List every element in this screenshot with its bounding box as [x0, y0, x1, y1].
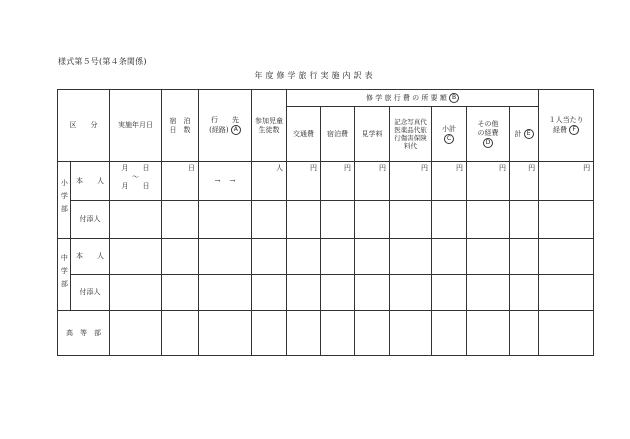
- cell-empty: [287, 311, 321, 356]
- header-date: 実施年月日: [110, 90, 162, 162]
- header-admission: 見学料: [355, 107, 390, 162]
- circle-b-mark: B: [449, 93, 459, 103]
- cell-stay-days: 日: [162, 162, 199, 200]
- header-subtotal: 小計 C: [432, 107, 467, 162]
- document-title: 年度修学旅行実施内訳表: [254, 71, 376, 80]
- header-cost-group: 修 学 旅 行 費 の 所 要 額 B: [287, 90, 539, 107]
- header-destination: 行 先 (経路) A: [199, 90, 252, 162]
- label-attendant: 付添人: [71, 275, 110, 311]
- cell-empty: [539, 200, 594, 238]
- cell-empty: [467, 275, 510, 311]
- cell-empty: [467, 238, 510, 274]
- label-middle: 中学部: [58, 238, 71, 310]
- cell-empty: [199, 311, 252, 356]
- cell-empty: [110, 238, 162, 274]
- header-lodging: 宿泊費: [321, 107, 355, 162]
- cell-empty: [199, 200, 252, 238]
- header-transport: 交通費: [287, 107, 321, 162]
- cell-empty: [467, 200, 510, 238]
- cell-admission: 円: [355, 162, 390, 200]
- cell-empty: [321, 200, 355, 238]
- cell-empty: [252, 275, 287, 311]
- cell-empty: [432, 275, 467, 311]
- cell-empty: [110, 275, 162, 311]
- cell-empty: [539, 275, 594, 311]
- form-number: 様式第５号(第４条関係): [58, 57, 147, 66]
- cell-empty: [390, 275, 432, 311]
- cell-per-person: 円: [539, 162, 594, 200]
- cell-empty: [390, 238, 432, 274]
- cell-empty: [252, 311, 287, 356]
- header-stay-days: 宿 泊 日 数: [162, 90, 199, 162]
- cell-empty: [510, 238, 539, 274]
- cell-empty: [287, 275, 321, 311]
- header-kubun: 区 分: [58, 90, 110, 162]
- label-attendant: 付添人: [71, 200, 110, 238]
- cell-empty: [252, 200, 287, 238]
- cell-empty: [432, 311, 467, 356]
- circle-c-mark: C: [444, 134, 454, 144]
- label-high-school: 高 等 部: [58, 311, 110, 356]
- cell-empty: [162, 200, 199, 238]
- cell-empty: [355, 275, 390, 311]
- label-principal: 本 人: [71, 238, 110, 274]
- cell-participants: 人: [252, 162, 287, 200]
- header-other: その他 の経費 D: [467, 107, 510, 162]
- circle-d-mark: D: [483, 138, 493, 148]
- cell-empty: [321, 311, 355, 356]
- expense-table: [57, 89, 594, 356]
- cell-empty: [321, 238, 355, 274]
- cell-empty: [355, 311, 390, 356]
- cell-other: 円: [467, 162, 510, 200]
- header-participants: 参加児童生徒数: [252, 90, 287, 162]
- cell-empty: [510, 275, 539, 311]
- label-principal: 本 人: [71, 162, 110, 200]
- cell-empty: [432, 200, 467, 238]
- cell-empty: [355, 238, 390, 274]
- cell-route: → →: [199, 162, 252, 200]
- cell-empty: [199, 238, 252, 274]
- cell-empty: [287, 200, 321, 238]
- cell-lodging: 円: [321, 162, 355, 200]
- cell-subtotal: 円: [432, 162, 467, 200]
- label-elementary: 小学部: [58, 162, 71, 239]
- cell-empty: [510, 311, 539, 356]
- cell-empty: [390, 311, 432, 356]
- cell-empty: [539, 311, 594, 356]
- cell-empty: [110, 200, 162, 238]
- cell-empty: [432, 238, 467, 274]
- cell-empty: [110, 311, 162, 356]
- cell-empty: [162, 238, 199, 274]
- cell-empty: [199, 275, 252, 311]
- circle-e-mark: E: [524, 129, 534, 139]
- cell-empty: [287, 238, 321, 274]
- circle-f-mark: F: [569, 125, 579, 135]
- header-misc: 記念写真代医薬品代旅行傷害保険料代: [390, 107, 432, 162]
- cell-empty: [321, 275, 355, 311]
- cell-empty: [355, 200, 390, 238]
- cell-total: 円: [510, 162, 539, 200]
- cell-empty: [390, 200, 432, 238]
- cell-transport: 円: [287, 162, 321, 200]
- cell-empty: [467, 311, 510, 356]
- cell-empty: [252, 238, 287, 274]
- cell-empty: [162, 275, 199, 311]
- header-per-person: １人当たり経費 F: [539, 90, 594, 162]
- circle-a-mark: A: [231, 125, 241, 135]
- cell-misc: 円: [390, 162, 432, 200]
- cell-empty: [539, 238, 594, 274]
- header-total: 計 E: [510, 107, 539, 162]
- cell-date: 月 日 〜 月 日: [110, 162, 162, 200]
- cell-empty: [162, 311, 199, 356]
- cell-empty: [510, 200, 539, 238]
